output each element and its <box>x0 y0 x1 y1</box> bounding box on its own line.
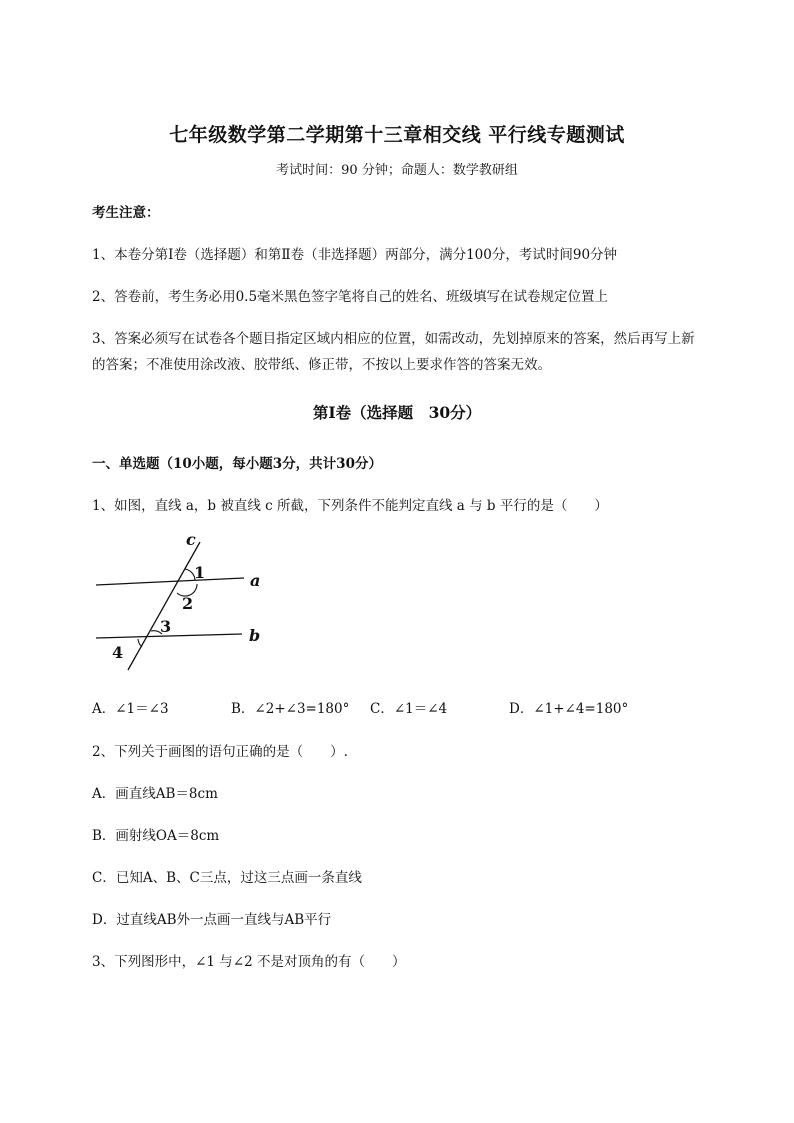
notice-item-3-cont: 的答案；不准使用涂改液、胶带纸、修正带，不按以上要求作答的答案无效。 <box>92 357 551 373</box>
question-1-option-c: C．∠1＝∠4 <box>370 701 448 717</box>
label-angle-1: 1 <box>194 563 206 582</box>
part-heading: 一、单选题（10小题，每小题3分，共计30分） <box>92 456 382 472</box>
question-2-text: 2、下列关于画图的语句正确的是（ ）. <box>92 744 348 760</box>
exam-title: 七年级数学第二学期第十三章相交线 平行线专题测试 <box>169 124 625 146</box>
question-3-text: 3、下列图形中，∠1 与∠2 不是对顶角的有（ ） <box>92 954 406 970</box>
label-angle-3: 3 <box>160 617 172 636</box>
parallel-lines-diagram <box>92 528 282 678</box>
label-a: a <box>250 571 261 590</box>
label-angle-2: 2 <box>182 594 194 613</box>
label-b: b <box>249 626 261 645</box>
section-title: 第Ⅰ卷（选择题 30分） <box>312 403 482 422</box>
question-1-figure <box>92 528 282 682</box>
angle-4-arc <box>138 639 142 647</box>
question-1-option-b: B．∠2+∠3=180° <box>231 701 350 717</box>
question-2-option-c: C．已知A、B、C三点，过这三点画一条直线 <box>92 870 362 886</box>
question-1-text: 1、如图，直线 a，b 被直线 c 所截，下列条件不能判定直线 a 与 b 平行的是（ ） <box>92 498 608 514</box>
question-2-option-b: B．画射线OA＝8cm <box>92 828 220 844</box>
notice-item-1: 1、本卷分第Ⅰ卷（选择题）和第Ⅱ卷（非选择题）两部分，满分100分，考试时间90分钟 <box>92 247 618 263</box>
label-c: c <box>186 530 196 549</box>
question-2-option-d: D．过直线AB外一点画一直线与AB平行 <box>92 912 332 928</box>
question-2-option-a: A．画直线AB＝8cm <box>92 786 218 802</box>
exam-subtitle: 考试时间：90 分钟；命题人：数学教研组 <box>276 163 518 178</box>
notice-item-2: 2、答卷前，考生务必用0.5毫米黑色签字笔将自己的姓名、班级填写在试卷规定位置上 <box>92 289 609 305</box>
label-angle-4: 4 <box>112 643 124 662</box>
notice-item-3: 3、答案必须写在试卷各个题目指定区域内相应的位置，如需改动，先划掉原来的答案，然后再写上新 <box>92 331 695 347</box>
notice-heading: 考生注意： <box>92 205 160 221</box>
question-1-option-a: A．∠1＝∠3 <box>92 701 169 717</box>
line-a <box>96 578 244 585</box>
question-1-option-d: D．∠1+∠4=180° <box>509 701 629 717</box>
